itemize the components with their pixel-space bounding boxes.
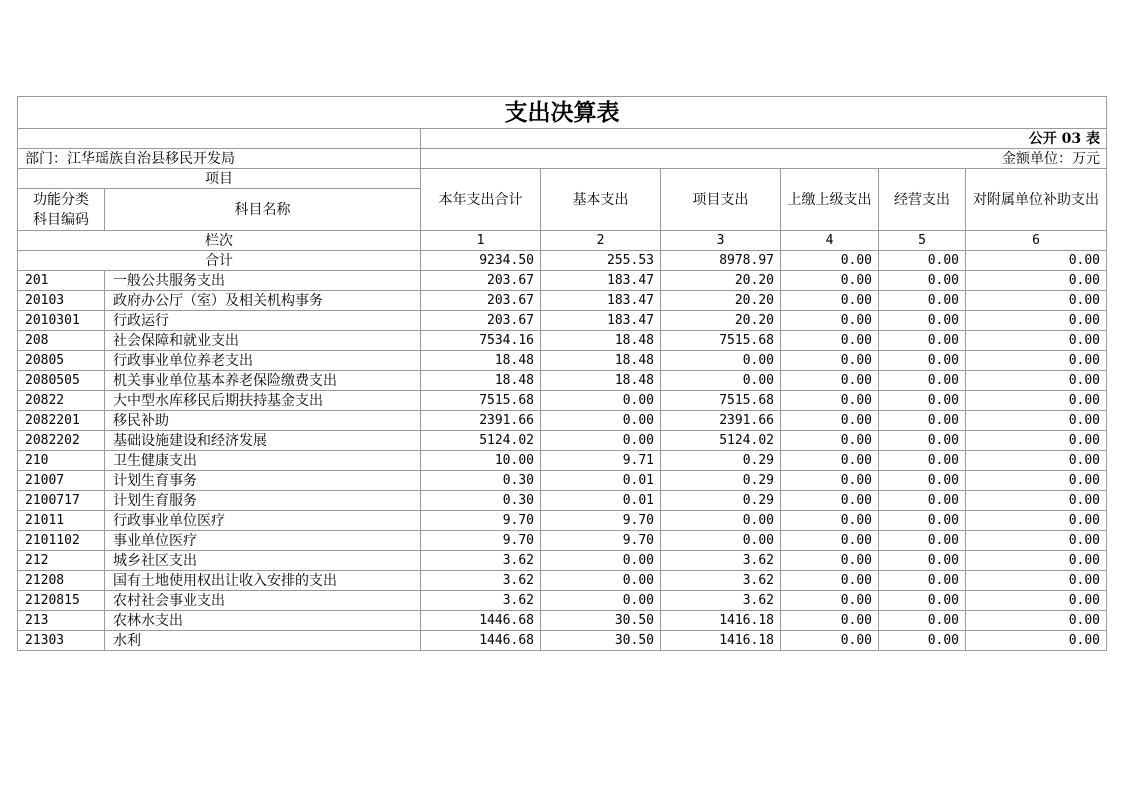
total-row [18,251,1107,271]
amount-cell: 0.00 [966,431,1107,451]
table-row [18,411,1107,431]
amount-cell: 18.48 [421,371,541,391]
table-row [18,631,1107,651]
amount-cell: 0.00 [541,571,661,591]
account-name: 行政事业单位医疗 [105,511,421,531]
amount-cell: 0.00 [541,591,661,611]
amount-cell: 0.00 [879,471,966,491]
total-value: 0.00 [879,251,966,271]
amount-cell: 2391.66 [661,411,781,431]
amount-cell: 0.00 [966,411,1107,431]
amount-cell: 0.00 [781,371,879,391]
account-name: 行政事业单位养老支出 [105,351,421,371]
amount-cell: 0.00 [781,611,879,631]
amount-cell: 0.29 [661,471,781,491]
account-name: 城乡社区支出 [105,551,421,571]
amount-cell: 0.00 [966,591,1107,611]
amount-cell: 0.00 [966,471,1107,491]
amount-cell: 203.67 [421,311,541,331]
total-label: 合计 [18,251,421,271]
amount-cell: 0.00 [879,391,966,411]
account-code: 2120815 [18,591,105,611]
header-upper: 上缴上级支出 [781,169,879,231]
total-value: 0.00 [781,251,879,271]
amount-cell: 0.00 [879,511,966,531]
amount-cell: 0.30 [421,491,541,511]
table-row [18,571,1107,591]
table-row [18,391,1107,411]
amount-cell: 183.47 [541,311,661,331]
amount-cell: 0.00 [541,391,661,411]
account-code: 2100717 [18,491,105,511]
amount-cell: 1416.18 [661,631,781,651]
total-value: 9234.50 [421,251,541,271]
amount-cell: 0.00 [966,551,1107,571]
amount-cell: 3.62 [661,551,781,571]
amount-cell: 0.00 [879,591,966,611]
amount-cell: 203.67 [421,271,541,291]
header-total: 本年支出合计 [421,169,541,231]
header-code: 功能分类科目编码 [18,189,105,231]
account-name: 计划生育事务 [105,471,421,491]
account-name: 移民补助 [105,411,421,431]
column-index: 5 [879,231,966,251]
amount-cell: 20.20 [661,271,781,291]
account-name: 卫生健康支出 [105,451,421,471]
amount-cell: 0.00 [541,551,661,571]
column-index: 4 [781,231,879,251]
amount-cell: 0.00 [879,491,966,511]
account-name: 基础设施建设和经济发展 [105,431,421,451]
amount-cell: 0.00 [781,531,879,551]
amount-cell: 0.01 [541,491,661,511]
amount-cell: 0.29 [661,451,781,471]
amount-cell: 0.00 [781,411,879,431]
header-business: 经营支出 [879,169,966,231]
amount-cell: 3.62 [421,591,541,611]
account-code: 201 [18,271,105,291]
table-row [18,311,1107,331]
meta-row [18,149,1107,169]
header-basic: 基本支出 [541,169,661,231]
amount-cell: 0.00 [879,611,966,631]
amount-cell: 3.62 [661,571,781,591]
amount-cell: 0.00 [879,331,966,351]
amount-cell: 203.67 [421,291,541,311]
amount-cell: 18.48 [541,351,661,371]
account-code: 21011 [18,511,105,531]
amount-cell: 0.00 [781,551,879,571]
account-code: 2101102 [18,531,105,551]
table-row [18,471,1107,491]
amount-cell: 5124.02 [421,431,541,451]
amount-cell: 0.00 [879,631,966,651]
amount-cell: 2391.66 [421,411,541,431]
account-name: 国有土地使用权出让收入安排的支出 [105,571,421,591]
amount-cell: 20.20 [661,291,781,311]
header-project: 项目支出 [661,169,781,231]
account-code: 2082201 [18,411,105,431]
header-name: 科目名称 [105,189,421,231]
amount-cell: 7515.68 [421,391,541,411]
amount-cell: 7515.68 [661,391,781,411]
amount-cell: 9.70 [421,531,541,551]
amount-cell: 0.00 [781,431,879,451]
amount-cell: 0.00 [661,531,781,551]
table-title: 支出决算表 [18,97,1107,129]
table-row [18,271,1107,291]
table-row [18,531,1107,551]
amount-cell: 0.00 [966,391,1107,411]
amount-cell: 0.00 [966,351,1107,371]
account-code: 208 [18,331,105,351]
amount-cell: 0.00 [966,491,1107,511]
amount-cell: 0.00 [781,631,879,651]
amount-cell: 0.00 [661,511,781,531]
table-row [18,511,1107,531]
amount-cell: 0.00 [966,291,1107,311]
account-code: 2010301 [18,311,105,331]
header-row-1 [18,169,1107,189]
amount-cell: 0.00 [781,511,879,531]
amount-cell: 183.47 [541,291,661,311]
table-row [18,551,1107,571]
header-subsidy: 对附属单位补助支出 [966,169,1107,231]
total-value: 255.53 [541,251,661,271]
account-code: 212 [18,551,105,571]
amount-cell: 1446.68 [421,631,541,651]
account-code: 20805 [18,351,105,371]
amount-cell: 183.47 [541,271,661,291]
amount-cell: 0.00 [781,391,879,411]
header-item: 项目 [18,169,421,189]
amount-cell: 18.48 [541,331,661,351]
amount-cell: 0.00 [661,351,781,371]
column-index: 2 [541,231,661,251]
amount-cell: 0.00 [879,531,966,551]
amount-cell: 0.00 [966,571,1107,591]
amount-cell: 0.00 [879,571,966,591]
amount-cell: 0.30 [421,471,541,491]
amount-cell: 9.71 [541,451,661,471]
amount-cell: 0.00 [966,331,1107,351]
amount-cell: 0.00 [966,611,1107,631]
account-code: 20822 [18,391,105,411]
amount-cell: 1446.68 [421,611,541,631]
amount-cell: 0.00 [966,311,1107,331]
expenditure-table [17,96,1107,651]
amount-cell: 0.00 [541,431,661,451]
table-row [18,371,1107,391]
amount-cell: 18.48 [421,351,541,371]
amount-cell: 0.00 [781,351,879,371]
amount-cell: 0.00 [879,371,966,391]
amount-cell: 0.00 [879,451,966,471]
amount-cell: 0.00 [966,511,1107,531]
amount-cell: 0.00 [879,551,966,571]
amount-cell: 0.00 [781,451,879,471]
table-row [18,491,1107,511]
amount-cell: 0.00 [879,271,966,291]
amount-cell: 20.20 [661,311,781,331]
amount-cell: 9.70 [541,531,661,551]
amount-cell: 7515.68 [661,331,781,351]
amount-cell: 0.00 [781,291,879,311]
amount-cell: 0.00 [661,371,781,391]
account-name: 大中型水库移民后期扶持基金支出 [105,391,421,411]
amount-cell: 0.00 [541,411,661,431]
amount-cell: 0.00 [879,291,966,311]
account-code: 20103 [18,291,105,311]
department-label: 部门：江华瑶族自治县移民开发局 [18,149,421,169]
table-row [18,431,1107,451]
amount-cell: 0.00 [781,491,879,511]
table-row [18,331,1107,351]
column-index: 6 [966,231,1107,251]
account-code: 21208 [18,571,105,591]
form-number-row [18,129,1107,149]
total-value: 0.00 [966,251,1107,271]
amount-cell: 0.00 [781,591,879,611]
account-code: 2080505 [18,371,105,391]
account-code: 21007 [18,471,105,491]
account-name: 机关事业单位基本养老保险缴费支出 [105,371,421,391]
amount-cell: 0.00 [879,351,966,371]
column-index-label: 栏次 [18,231,421,251]
amount-cell: 7534.16 [421,331,541,351]
amount-cell: 0.00 [879,411,966,431]
account-code: 210 [18,451,105,471]
amount-cell: 0.00 [879,311,966,331]
amount-cell: 1416.18 [661,611,781,631]
amount-cell: 0.00 [781,311,879,331]
account-name: 计划生育服务 [105,491,421,511]
amount-cell: 9.70 [541,511,661,531]
account-name: 农村社会事业支出 [105,591,421,611]
account-name: 事业单位医疗 [105,531,421,551]
amount-cell: 0.00 [781,331,879,351]
amount-cell: 0.00 [966,451,1107,471]
account-name: 行政运行 [105,311,421,331]
table-row [18,351,1107,371]
amount-cell: 3.62 [661,591,781,611]
amount-cell: 10.00 [421,451,541,471]
account-name: 一般公共服务支出 [105,271,421,291]
amount-cell: 0.00 [966,631,1107,651]
amount-cell: 0.00 [781,271,879,291]
amount-cell: 3.62 [421,571,541,591]
table-row [18,451,1107,471]
account-name: 政府办公厅（室）及相关机构事务 [105,291,421,311]
unit-label: 金额单位：万元 [421,149,1107,169]
account-name: 社会保障和就业支出 [105,331,421,351]
amount-cell: 5124.02 [661,431,781,451]
amount-cell: 18.48 [541,371,661,391]
amount-cell: 0.00 [879,431,966,451]
table-row [18,591,1107,611]
amount-cell: 30.50 [541,631,661,651]
account-code: 2082202 [18,431,105,451]
amount-cell: 0.00 [781,471,879,491]
amount-cell: 0.00 [966,371,1107,391]
column-index: 1 [421,231,541,251]
account-name: 水利 [105,631,421,651]
total-value: 8978.97 [661,251,781,271]
account-name: 农林水支出 [105,611,421,631]
amount-cell: 0.00 [781,571,879,591]
amount-cell: 0.00 [966,531,1107,551]
column-index-row [18,231,1107,251]
table-row [18,291,1107,311]
account-code: 21303 [18,631,105,651]
amount-cell: 9.70 [421,511,541,531]
table-row [18,611,1107,631]
form-number: 公开 03 表 [421,129,1107,149]
column-index: 3 [661,231,781,251]
amount-cell: 0.29 [661,491,781,511]
amount-cell: 30.50 [541,611,661,631]
title-row [18,97,1107,129]
amount-cell: 0.01 [541,471,661,491]
amount-cell: 0.00 [966,271,1107,291]
amount-cell: 3.62 [421,551,541,571]
account-code: 213 [18,611,105,631]
